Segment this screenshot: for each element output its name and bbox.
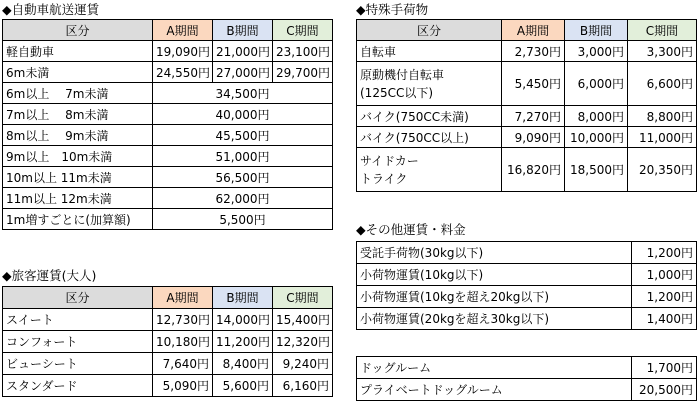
- price-a: 16,820円: [502, 148, 565, 192]
- price: 1,700円: [632, 357, 697, 379]
- row-label: [357, 148, 502, 192]
- price-b: 8,400円: [213, 353, 273, 375]
- row-label: 10m以上 11m未満: [3, 167, 153, 188]
- price-c: 3,300円: [628, 41, 697, 62]
- row-label: 受託手荷物(30kg以下): [357, 242, 632, 264]
- header-period-a: A期間: [502, 20, 565, 41]
- table-row: [357, 106, 697, 127]
- price-a: 7,270円: [502, 106, 565, 127]
- price-c: 8,800円: [628, 106, 697, 127]
- row-label: 小荷物運賃(10kg以下): [357, 264, 632, 286]
- price-flat: 34,500円: [153, 83, 333, 104]
- price-b: 10,000円: [565, 127, 628, 148]
- car-fare-table: [2, 19, 333, 230]
- price-c: 6,160円: [273, 375, 333, 397]
- header-period-c: C期間: [273, 287, 333, 309]
- header-period-b: B期間: [213, 20, 273, 41]
- row-label: バイク(750CC以上): [357, 127, 502, 148]
- row-label-line2: トライク: [360, 171, 408, 186]
- special-baggage-title: ◆特殊手荷物: [356, 2, 429, 17]
- price-a: 5,450円: [502, 62, 565, 106]
- price-a: 2,730円: [502, 41, 565, 62]
- table-row: [3, 375, 333, 397]
- header-period-c: C期間: [273, 20, 333, 41]
- price-c: 6,600円: [628, 62, 697, 106]
- price-a: 24,550円: [153, 62, 213, 83]
- table-row: [357, 308, 697, 330]
- header-category: 区分: [357, 20, 502, 41]
- row-label: 1m増すごとに(加算額): [3, 209, 153, 230]
- price-a: 12,730円: [153, 309, 213, 331]
- price: 1,400円: [632, 308, 697, 330]
- price-c: 15,400円: [273, 309, 333, 331]
- table-row: [3, 83, 333, 104]
- table-row: [3, 146, 333, 167]
- row-label-line2: (125CC以下): [360, 85, 434, 100]
- special-baggage-table: [356, 19, 697, 192]
- header-category: 区分: [3, 20, 153, 41]
- header-period-a: A期間: [153, 20, 213, 41]
- price-b: 8,000円: [565, 106, 628, 127]
- price-b: 14,000円: [213, 309, 273, 331]
- header-category: 区分: [3, 287, 153, 309]
- table-row: [357, 62, 697, 106]
- price-c: 29,700円: [273, 62, 333, 83]
- price-b: 5,600円: [213, 375, 273, 397]
- row-label-line1: 原動機付自転車: [360, 67, 445, 82]
- price-a: 19,090円: [153, 41, 213, 62]
- dog-room-table: [356, 356, 697, 401]
- row-label: 6m以上 7m未満: [3, 83, 153, 104]
- header-period-b: B期間: [565, 20, 628, 41]
- price-b: 3,000円: [565, 41, 628, 62]
- passenger-header-row: [3, 287, 333, 309]
- row-label: [357, 62, 502, 106]
- price-flat: 40,000円: [153, 104, 333, 125]
- passenger-fare-title: ◆旅客運賃(大人): [2, 268, 97, 283]
- other-fares-table: [356, 241, 697, 330]
- price-a: 9,090円: [502, 127, 565, 148]
- table-row: [357, 127, 697, 148]
- price-c: 11,000円: [628, 127, 697, 148]
- table-row: [3, 209, 333, 230]
- header-period-a: A期間: [153, 287, 213, 309]
- price-b: 18,500円: [565, 148, 628, 192]
- row-label: ドッグルーム: [357, 357, 632, 379]
- row-label: バイク(750CC未満): [357, 106, 502, 127]
- table-row: [357, 379, 697, 401]
- table-row: [3, 104, 333, 125]
- price-flat: 62,000円: [153, 188, 333, 209]
- row-label: 11m以上 12m未満: [3, 188, 153, 209]
- table-row: [3, 188, 333, 209]
- other-fares-title: ◆その他運賃・料金: [356, 222, 466, 237]
- price-c: 23,100円: [273, 41, 333, 62]
- passenger-fare-table: [2, 286, 333, 397]
- price: 1,000円: [632, 264, 697, 286]
- table-row: [3, 41, 333, 62]
- price-a: 5,090円: [153, 375, 213, 397]
- car-header-row: [3, 20, 333, 41]
- price: 1,200円: [632, 286, 697, 308]
- row-label: 7m以上 8m未満: [3, 104, 153, 125]
- price-b: 21,000円: [213, 41, 273, 62]
- row-label: スイート: [3, 309, 153, 331]
- table-row: [357, 242, 697, 264]
- table-row: [357, 286, 697, 308]
- price-flat: 5,500円: [153, 209, 333, 230]
- table-row: [3, 167, 333, 188]
- row-label-line1: サイドカー: [360, 153, 419, 168]
- header-period-c: C期間: [628, 20, 697, 41]
- table-row: [3, 309, 333, 331]
- price-b: 27,000円: [213, 62, 273, 83]
- price-flat: 45,500円: [153, 125, 333, 146]
- price-flat: 51,000円: [153, 146, 333, 167]
- row-label: プライベートドッグルーム: [357, 379, 632, 401]
- table-row: [357, 357, 697, 379]
- table-row: [3, 125, 333, 146]
- price-b: 11,200円: [213, 331, 273, 353]
- table-row: [3, 331, 333, 353]
- price-c: 12,320円: [273, 331, 333, 353]
- row-label: 小荷物運賃(10kgを超え20kg以下): [357, 286, 632, 308]
- table-row: [357, 148, 697, 192]
- price: 1,200円: [632, 242, 697, 264]
- table-row: [357, 264, 697, 286]
- special-header-row: [357, 20, 697, 41]
- price-a: 7,640円: [153, 353, 213, 375]
- row-label: 9m以上 10m未満: [3, 146, 153, 167]
- table-row: [357, 41, 697, 62]
- row-label: 小荷物運賃(20kgを超え30kg以下): [357, 308, 632, 330]
- price-c: 9,240円: [273, 353, 333, 375]
- header-period-b: B期間: [213, 287, 273, 309]
- row-label: スタンダード: [3, 375, 153, 397]
- car-fare-title: ◆自動車航送運賃: [2, 2, 100, 17]
- table-row: [3, 62, 333, 83]
- price-b: 6,000円: [565, 62, 628, 106]
- price-c: 20,350円: [628, 148, 697, 192]
- row-label: コンフォート: [3, 331, 153, 353]
- price-flat: 56,500円: [153, 167, 333, 188]
- table-row: [3, 353, 333, 375]
- row-label: ビューシート: [3, 353, 153, 375]
- row-label: 軽自動車: [3, 41, 153, 62]
- row-label: 6m未満: [3, 62, 153, 83]
- price: 20,500円: [632, 379, 697, 401]
- price-a: 10,180円: [153, 331, 213, 353]
- row-label: 8m以上 9m未満: [3, 125, 153, 146]
- row-label: 自転車: [357, 41, 502, 62]
